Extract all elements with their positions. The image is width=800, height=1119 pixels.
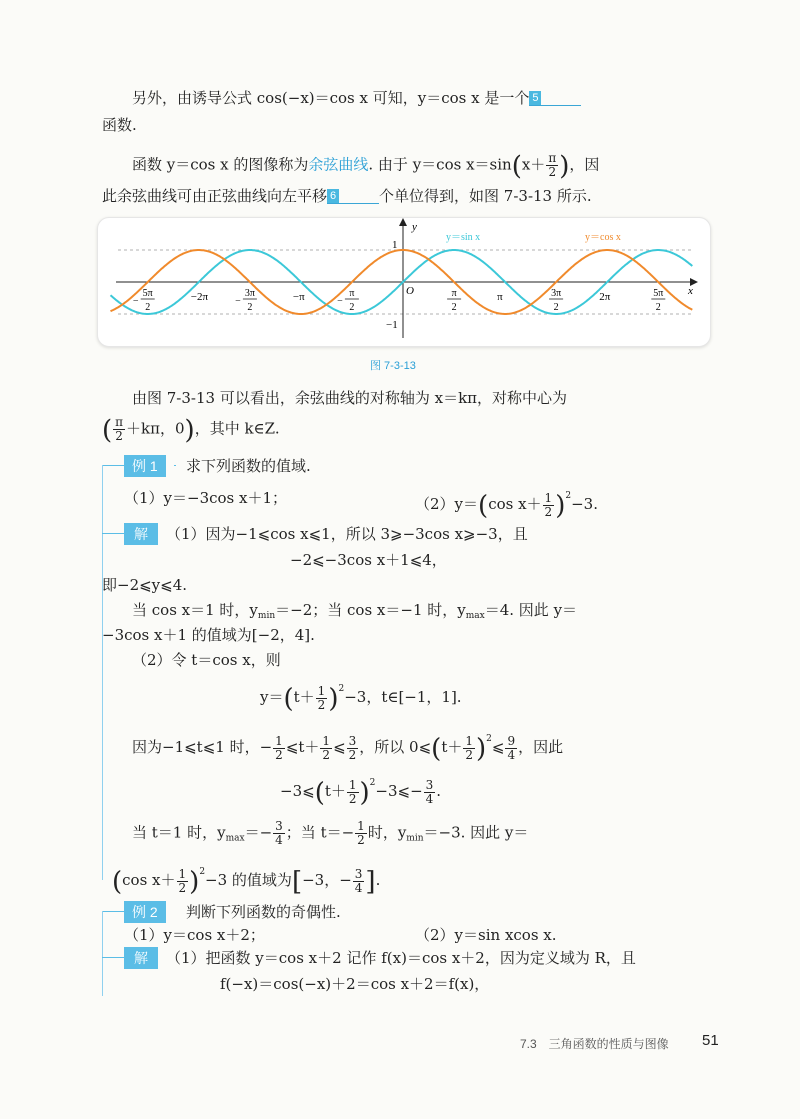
x-tick-labels	[133, 288, 665, 313]
x-axis-label: x	[688, 285, 693, 297]
para1-line1: 另外，由诱导公式 cos(−x)＝cos x 可知，y＝cos x 是一个 5	[132, 87, 581, 109]
sol1-line5: −3cos x＋1 的值域为[−2，4].	[102, 626, 315, 644]
term-cosine-curve: 余弦曲线	[308, 156, 369, 174]
x-tick-numerator: 3π	[244, 288, 255, 299]
x-tick-numerator: 5π	[653, 288, 664, 299]
x-tick-denominator: 2	[553, 302, 559, 313]
sol2-line1: （1）把函数 y＝cos x＋2 记作 f(x)＝cos x＋2，因为定义域为 R，且	[166, 949, 636, 967]
footer-section: 7.3 三角函数的性质与图像	[520, 1037, 669, 1051]
sol1-line8: 因为−1⩽t⩽1 时，− $\frac{1}{2}$ ⩽t＋ $\frac{1}{2}$ ⩽ $\frac{3}{2}$ ，所以 0⩽(t＋ $\frac{1}{2}$ )$^2$⩽ $\frac{9}{4}$ ，因此	[132, 733, 564, 764]
para3-line1: 由图 7-3-13 可以看出，余弦曲线的对称轴为 x＝kπ，对称中心为	[132, 389, 568, 407]
sol1-line3: 即−2⩽y⩽4.	[102, 576, 188, 594]
x-tick-sign: −	[132, 296, 139, 307]
sol2-line2: f(−x)＝cos(−x)＋2＝cos x＋2＝f(x)，	[220, 975, 490, 993]
example-1-bracket	[102, 465, 103, 880]
sol1-line6: （2）令 t＝cos x，则	[132, 651, 281, 669]
example-2-bracket	[102, 911, 103, 996]
solution-2-tag: 解	[124, 947, 158, 969]
example-2-title: 判断下列函数的奇偶性.	[186, 903, 341, 921]
x-tick-sign: −	[235, 296, 241, 307]
x-tick-numerator: 3π	[551, 288, 562, 299]
sol1-line2: −2⩽−3cos x＋1⩽4，	[290, 551, 447, 569]
x-tick-label: 2π	[599, 291, 611, 303]
ex1-rule-left	[102, 465, 126, 466]
page-number: 51	[702, 1032, 719, 1049]
y-axis-label: y	[412, 221, 417, 233]
para1-line2: 函数.	[102, 116, 137, 134]
legend-cos: y＝cos x	[585, 232, 621, 243]
sol1-line7: y＝(t＋ $\frac{1}{2}$ )$^2$−3，t∈[−1，1].	[260, 683, 462, 714]
sol1-rule-left	[102, 533, 126, 534]
x-tick-denominator: 2	[145, 302, 151, 313]
example-1-tag: 例 1	[124, 455, 166, 477]
sol2-rule-left	[102, 957, 126, 958]
sol1-line1: （1）因为−1⩽cos x⩽1，所以 3⩾−3cos x⩾−3，且	[166, 525, 528, 543]
x-tick-label: −π	[292, 291, 305, 303]
para2-line1: 函数 y＝cos x 的图像称为余弦曲线. 由于 y＝cos x＝sin(x＋ $\frac{\pi}{2}$ )，因	[132, 151, 600, 182]
x-tick-denominator: 2	[349, 302, 355, 313]
sol1-line11: (cos x＋ $\frac{1}{2}$ )$^2$−3 的值域为[−3，− $\frac{3}{4}$ ].	[112, 866, 381, 897]
x-tick-numerator: 5π	[142, 288, 153, 299]
x-tick-numerator: π	[451, 288, 457, 299]
figure-7-3-13	[97, 217, 711, 347]
x-tick-numerator: π	[349, 288, 355, 299]
ex2-item2: （2）y＝sin xcos x.	[415, 926, 557, 944]
figure-caption: 图 7-3-13	[370, 360, 416, 372]
sol1-line10: 当 t＝1 时，$y_{max}=-$ $\frac{3}{4}$ ；当 t＝− $\frac{1}{2}$ 时，$y_{min}=-3$. 因此 y＝	[132, 819, 529, 847]
x-tick-label: π	[497, 291, 503, 303]
x-tick-sign: −	[337, 296, 343, 307]
x-tick-denominator: 2	[655, 302, 661, 313]
ex1-item1: （1）y＝−3cos x＋1；	[124, 489, 288, 507]
example-2-tag: 例 2	[124, 901, 166, 923]
y-tick-1: 1	[392, 239, 398, 251]
ex2-rule-left	[102, 911, 126, 912]
ex1-rule-right	[174, 465, 176, 466]
ex2-item1: （1）y＝cos x＋2；	[124, 926, 265, 944]
origin-label: O	[406, 285, 414, 297]
x-tick-denominator: 2	[451, 302, 457, 313]
x-tick-denominator: 2	[247, 302, 253, 313]
sin-cos-graph	[98, 218, 710, 346]
sol1-line9: −3⩽(t＋ $\frac{1}{2}$ )$^2$−3⩽− $\frac{3}{4}$ .	[280, 777, 442, 808]
example-1-title: 求下列函数的值域.	[186, 457, 311, 475]
y-tick-minus-1: −1	[386, 319, 398, 331]
answer-blank-6[interactable]: 6	[327, 189, 379, 204]
answer-blank-5[interactable]: 5	[529, 91, 581, 106]
legend-sin: y＝sin x	[446, 232, 481, 243]
y-axis-arrow	[399, 218, 407, 226]
sol1-line4: 当 cos x＝1 时，$y_{min}=-2$；当 cos x＝−1 时，$y_{max}=4$. 因此 y＝	[132, 601, 578, 621]
x-tick-label: −2π	[190, 291, 209, 303]
para2-line2: 此余弦曲线可由正弦曲线向左平移 6 个单位得到，如图 7-3-13 所示.	[102, 187, 592, 205]
solution-1-tag: 解	[124, 523, 158, 545]
para3-line2: ( $\frac{\pi}{2}$ ＋kπ，0)，其中 k∈Z.	[102, 415, 280, 446]
ex1-item2: （2）y＝(cos x＋ $\frac{1}{2}$ )$^2$−3.	[415, 490, 598, 521]
